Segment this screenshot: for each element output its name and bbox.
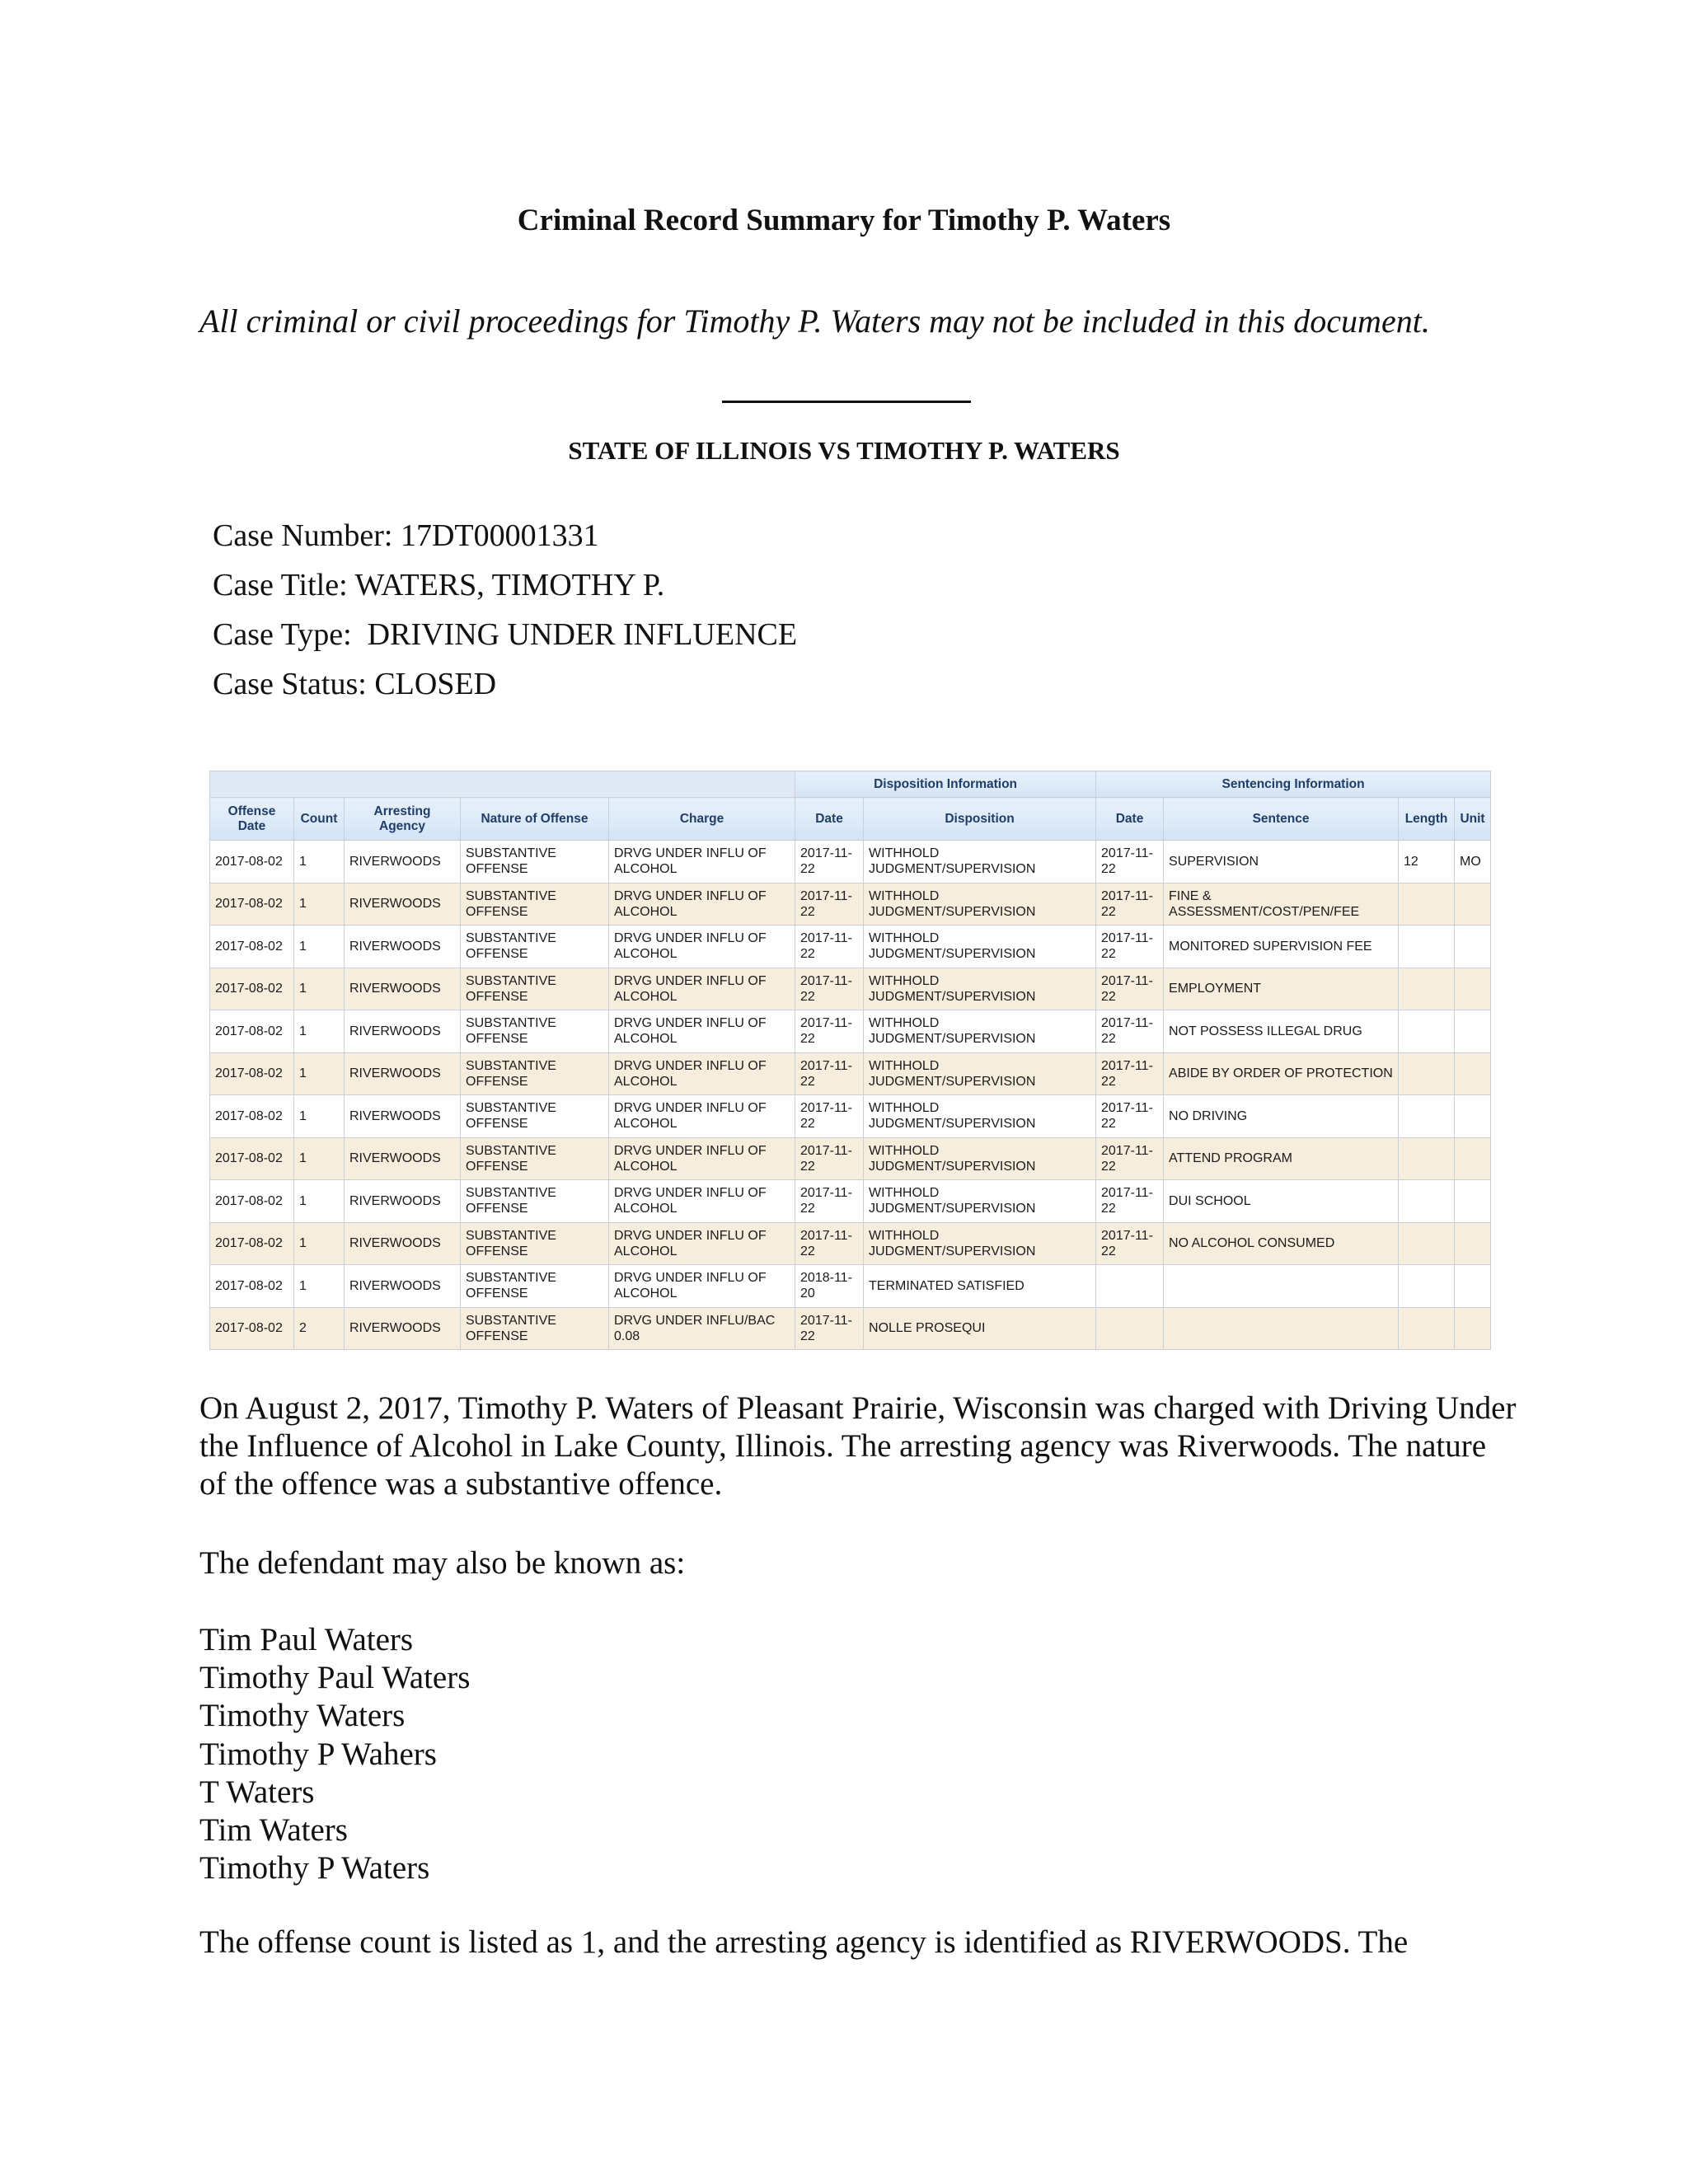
arresting-agency-cell: RIVERWOODS <box>345 883 461 926</box>
disposition-cell: TERMINATED SATISFIED <box>864 1265 1096 1308</box>
count-cell: 1 <box>294 883 345 926</box>
column-header: Nature of Offense <box>461 798 609 841</box>
table-column-header <box>210 798 1491 841</box>
group-header-disposition: Disposition Information <box>795 771 1096 798</box>
count-cell: 1 <box>294 1222 345 1265</box>
unit-cell <box>1455 1010 1491 1053</box>
length-cell <box>1399 1307 1455 1350</box>
nature-of-offense-cell: SUBSTANTIVE OFFENSE <box>461 1095 609 1138</box>
sentence-date-cell: 2017-11-22 <box>1096 1180 1164 1223</box>
charge-cell: DRVG UNDER INFLU OF ALCOHOL <box>609 883 795 926</box>
column-header: Arresting Agency <box>345 798 461 841</box>
sentence-cell: DUI SCHOOL <box>1164 1180 1399 1223</box>
nature-of-offense-cell: SUBSTANTIVE OFFENSE <box>461 926 609 968</box>
disposition-date-cell: 2017-11-22 <box>795 1137 864 1180</box>
disposition-date-cell: 2017-11-22 <box>795 883 864 926</box>
sentence-date-cell: 2017-11-22 <box>1096 1095 1164 1138</box>
alias-item: T Waters <box>199 1774 315 1810</box>
charge-cell: DRVG UNDER INFLU OF ALCOHOL <box>609 968 795 1010</box>
disposition-date-cell: 2017-11-22 <box>795 841 864 883</box>
arresting-agency-cell: RIVERWOODS <box>345 1180 461 1223</box>
table-group-header <box>210 771 1491 798</box>
offense-date-cell: 2017-08-02 <box>210 1265 294 1308</box>
alias-item: Timothy P Wahers <box>199 1736 437 1772</box>
offense-date-cell: 2017-08-02 <box>210 1222 294 1265</box>
table-row <box>210 1265 1491 1308</box>
sentence-date-cell: 2017-11-22 <box>1096 841 1164 883</box>
unit-cell <box>1455 1307 1491 1350</box>
disposition-cell: WITHHOLD JUDGMENT/SUPERVISION <box>864 841 1096 883</box>
charge-cell: DRVG UNDER INFLU OF ALCOHOL <box>609 1265 795 1308</box>
nature-of-offense-cell: SUBSTANTIVE OFFENSE <box>461 1010 609 1053</box>
length-cell <box>1399 968 1455 1010</box>
length-cell <box>1399 1095 1455 1138</box>
nature-of-offense-cell: SUBSTANTIVE OFFENSE <box>461 1137 609 1180</box>
column-header: Length <box>1399 798 1455 841</box>
sentence-date-cell: 2017-11-22 <box>1096 1010 1164 1053</box>
length-cell <box>1399 1265 1455 1308</box>
sentence-cell <box>1164 1307 1399 1350</box>
case-info <box>213 511 797 709</box>
disposition-cell: WITHHOLD JUDGMENT/SUPERVISION <box>864 1222 1096 1265</box>
aka-intro: The defendant may also be known as: <box>199 1545 686 1581</box>
disposition-date-cell: 2017-11-22 <box>795 1307 864 1350</box>
charge-cell: DRVG UNDER INFLU OF ALCOHOL <box>609 841 795 883</box>
arresting-agency-cell: RIVERWOODS <box>345 1052 461 1095</box>
case-heading: STATE OF ILLINOIS VS TIMOTHY P. WATERS <box>568 436 1120 465</box>
length-cell: 12 <box>1399 841 1455 883</box>
column-header: Unit <box>1455 798 1491 841</box>
length-cell <box>1399 926 1455 968</box>
charge-cell: DRVG UNDER INFLU/BAC 0.08 <box>609 1307 795 1350</box>
disposition-cell: NOLLE PROSEQUI <box>864 1307 1096 1350</box>
charge-cell: DRVG UNDER INFLU OF ALCOHOL <box>609 1010 795 1053</box>
sentence-cell: MONITORED SUPERVISION FEE <box>1164 926 1399 968</box>
arresting-agency-cell: RIVERWOODS <box>345 841 461 883</box>
case-table <box>209 771 1491 1350</box>
disposition-cell: WITHHOLD JUDGMENT/SUPERVISION <box>864 968 1096 1010</box>
nature-of-offense-cell: SUBSTANTIVE OFFENSE <box>461 1180 609 1223</box>
unit-cell <box>1455 926 1491 968</box>
table-row <box>210 1222 1491 1265</box>
nature-of-offense-cell: SUBSTANTIVE OFFENSE <box>461 968 609 1010</box>
disposition-date-cell: 2017-11-22 <box>795 968 864 1010</box>
alias-item: Timothy Paul Waters <box>199 1660 471 1696</box>
count-cell: 1 <box>294 1010 345 1053</box>
group-header-sentencing: Sentencing Information <box>1096 771 1491 798</box>
arresting-agency-cell: RIVERWOODS <box>345 926 461 968</box>
charge-cell: DRVG UNDER INFLU OF ALCOHOL <box>609 1137 795 1180</box>
sentence-date-cell: 2017-11-22 <box>1096 926 1164 968</box>
table-row <box>210 841 1491 883</box>
disposition-cell: WITHHOLD JUDGMENT/SUPERVISION <box>864 926 1096 968</box>
offense-date-cell: 2017-08-02 <box>210 1052 294 1095</box>
disposition-cell: WITHHOLD JUDGMENT/SUPERVISION <box>864 1095 1096 1138</box>
disposition-cell: WITHHOLD JUDGMENT/SUPERVISION <box>864 883 1096 926</box>
sentence-cell: SUPERVISION <box>1164 841 1399 883</box>
group-header-blank <box>210 771 795 798</box>
disclaimer-text: All criminal or civil proceedings for Timothy P. Waters may not be included in this document. <box>199 302 1430 340</box>
unit-cell <box>1455 1052 1491 1095</box>
sentence-cell: ABIDE BY ORDER OF PROTECTION <box>1164 1052 1399 1095</box>
sentence-cell: FINE & ASSESSMENT/COST/PEN/FEE <box>1164 883 1399 926</box>
disposition-date-cell: 2018-11-20 <box>795 1265 864 1308</box>
sentence-cell <box>1164 1265 1399 1308</box>
alias-item: Timothy P Waters <box>199 1850 430 1886</box>
table-row <box>210 1180 1491 1223</box>
unit-cell <box>1455 1180 1491 1223</box>
charge-cell: DRVG UNDER INFLU OF ALCOHOL <box>609 1180 795 1223</box>
unit-cell <box>1455 883 1491 926</box>
length-cell <box>1399 1010 1455 1053</box>
nature-of-offense-cell: SUBSTANTIVE OFFENSE <box>461 1265 609 1308</box>
unit-cell <box>1455 1222 1491 1265</box>
arresting-agency-cell: RIVERWOODS <box>345 1222 461 1265</box>
count-cell: 1 <box>294 1095 345 1138</box>
column-header: Disposition <box>864 798 1096 841</box>
sentence-date-cell <box>1096 1265 1164 1308</box>
count-cell: 1 <box>294 1265 345 1308</box>
disposition-cell: WITHHOLD JUDGMENT/SUPERVISION <box>864 1137 1096 1180</box>
table-row <box>210 968 1491 1010</box>
case-number: Case Number: 17DT00001331 <box>213 518 599 553</box>
sentence-cell: ATTEND PROGRAM <box>1164 1137 1399 1180</box>
disposition-cell: WITHHOLD JUDGMENT/SUPERVISION <box>864 1052 1096 1095</box>
table-row <box>210 883 1491 926</box>
unit-cell <box>1455 1095 1491 1138</box>
page-title: Criminal Record Summary for Timothy P. Waters <box>517 204 1171 237</box>
sentence-date-cell: 2017-11-22 <box>1096 1052 1164 1095</box>
length-cell <box>1399 1137 1455 1180</box>
offense-date-cell: 2017-08-02 <box>210 1180 294 1223</box>
arresting-agency-cell: RIVERWOODS <box>345 1095 461 1138</box>
sentence-date-cell: 2017-11-22 <box>1096 968 1164 1010</box>
count-cell: 1 <box>294 1052 345 1095</box>
charge-cell: DRVG UNDER INFLU OF ALCOHOL <box>609 1222 795 1265</box>
charge-cell: DRVG UNDER INFLU OF ALCOHOL <box>609 1095 795 1138</box>
unit-cell <box>1455 968 1491 1010</box>
column-header: Count <box>294 798 345 841</box>
disposition-date-cell: 2017-11-22 <box>795 1052 864 1095</box>
offense-date-cell: 2017-08-02 <box>210 1010 294 1053</box>
disposition-cell: WITHHOLD JUDGMENT/SUPERVISION <box>864 1180 1096 1223</box>
table-row <box>210 1010 1491 1053</box>
arresting-agency-cell: RIVERWOODS <box>345 1010 461 1053</box>
charge-cell: DRVG UNDER INFLU OF ALCOHOL <box>609 926 795 968</box>
disposition-date-cell: 2017-11-22 <box>795 1095 864 1138</box>
offense-date-cell: 2017-08-02 <box>210 1137 294 1180</box>
sentence-date-cell <box>1096 1307 1164 1350</box>
case-table-container <box>209 771 1489 1352</box>
count-cell: 1 <box>294 968 345 1010</box>
alias-item: Tim Paul Waters <box>199 1622 414 1657</box>
arresting-agency-cell: RIVERWOODS <box>345 1265 461 1308</box>
table-row <box>210 1307 1491 1350</box>
unit-cell <box>1455 1137 1491 1180</box>
count-cell: 2 <box>294 1307 345 1350</box>
count-cell: 1 <box>294 926 345 968</box>
table-row <box>210 926 1491 968</box>
nature-of-offense-cell: SUBSTANTIVE OFFENSE <box>461 883 609 926</box>
length-cell <box>1399 1180 1455 1223</box>
section-divider <box>722 401 971 403</box>
unit-cell: MO <box>1455 841 1491 883</box>
column-header: Offense Date <box>210 798 294 841</box>
nature-of-offense-cell: SUBSTANTIVE OFFENSE <box>461 1307 609 1350</box>
disposition-cell: WITHHOLD JUDGMENT/SUPERVISION <box>864 1010 1096 1053</box>
case-type: Case Type: DRIVING UNDER INFLUENCE <box>213 617 798 652</box>
column-header: Charge <box>609 798 795 841</box>
table-row <box>210 1137 1491 1180</box>
nature-of-offense-cell: SUBSTANTIVE OFFENSE <box>461 1222 609 1265</box>
arresting-agency-cell: RIVERWOODS <box>345 968 461 1010</box>
table-row <box>210 1095 1491 1138</box>
count-cell: 1 <box>294 841 345 883</box>
arresting-agency-cell: RIVERWOODS <box>345 1307 461 1350</box>
offense-date-cell: 2017-08-02 <box>210 926 294 968</box>
alias-item: Tim Waters <box>199 1812 348 1849</box>
case-title: Case Title: WATERS, TIMOTHY P. <box>213 568 665 602</box>
closing-paragraph: The offense count is listed as 1, and the arresting agency is identified as RIVERWOODS. The <box>199 1924 1409 1960</box>
length-cell <box>1399 1222 1455 1265</box>
unit-cell <box>1455 1265 1491 1308</box>
disposition-date-cell: 2017-11-22 <box>795 1010 864 1053</box>
sentence-cell: NO DRIVING <box>1164 1095 1399 1138</box>
sentence-date-cell: 2017-11-22 <box>1096 1137 1164 1180</box>
offense-date-cell: 2017-08-02 <box>210 841 294 883</box>
sentence-date-cell: 2017-11-22 <box>1096 1222 1164 1265</box>
disposition-date-cell: 2017-11-22 <box>795 926 864 968</box>
sentence-date-cell: 2017-11-22 <box>1096 883 1164 926</box>
sentence-cell: NO ALCOHOL CONSUMED <box>1164 1222 1399 1265</box>
column-header: Date <box>1096 798 1164 841</box>
length-cell <box>1399 1052 1455 1095</box>
charge-cell: DRVG UNDER INFLU OF ALCOHOL <box>609 1052 795 1095</box>
sentence-cell: NOT POSSESS ILLEGAL DRUG <box>1164 1010 1399 1053</box>
narrative-paragraph: On August 2, 2017, Timothy P. Waters of Pleasant Prairie, Wisconsin was charged with Driving Under the Influence of Alcohol in Lake County, Illinois. The arresting agency was Riverwoods. The nature of the offence was a substantive offence. <box>199 1390 1517 1502</box>
alias-list <box>199 1621 470 1887</box>
alias-item: Timothy Waters <box>199 1698 406 1734</box>
offense-date-cell: 2017-08-02 <box>210 883 294 926</box>
offense-date-cell: 2017-08-02 <box>210 1095 294 1138</box>
length-cell <box>1399 883 1455 926</box>
count-cell: 1 <box>294 1180 345 1223</box>
count-cell: 1 <box>294 1137 345 1180</box>
column-header: Sentence <box>1164 798 1399 841</box>
nature-of-offense-cell: SUBSTANTIVE OFFENSE <box>461 1052 609 1095</box>
case-status: Case Status: CLOSED <box>213 667 497 701</box>
arresting-agency-cell: RIVERWOODS <box>345 1137 461 1180</box>
offense-date-cell: 2017-08-02 <box>210 968 294 1010</box>
column-header: Date <box>795 798 864 841</box>
nature-of-offense-cell: SUBSTANTIVE OFFENSE <box>461 841 609 883</box>
table-row <box>210 1052 1491 1095</box>
disposition-date-cell: 2017-11-22 <box>795 1222 864 1265</box>
disposition-date-cell: 2017-11-22 <box>795 1180 864 1223</box>
table-body <box>210 841 1491 1350</box>
sentence-cell: EMPLOYMENT <box>1164 968 1399 1010</box>
offense-date-cell: 2017-08-02 <box>210 1307 294 1350</box>
